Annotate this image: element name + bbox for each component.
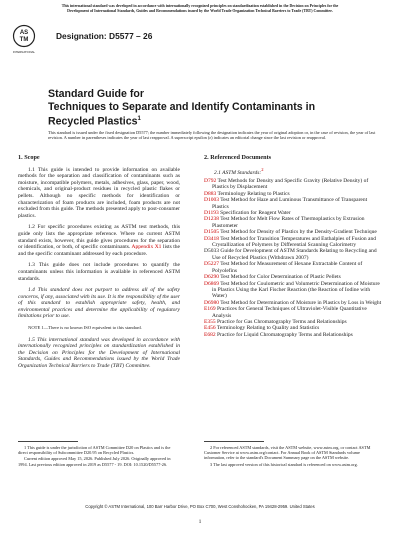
scope-para-1-4: 1.4 This standard does not purport to address all of the safety concerns, if any, associated with its use. It is the responsibility of the user of this standard to establish appropriate safety, health, and environmental practices and determine the applicability of regulatory limitations prior to use. (18, 287, 180, 320)
footnote: Current edition approved May 15, 2026. Published July 2026. Originally approved in 1994. Last previous edition approved in 2019 as D5577 - 19. DOI: 10.1520/D5577-26. (18, 456, 171, 467)
reference-code-link[interactable]: D6980 (204, 299, 219, 306)
scope-para-1-2-text-b: lists the and the specific contaminant addressed by each procedure. (18, 244, 180, 257)
reference-code-link: D5033 (204, 248, 219, 255)
title-line-1: Standard Guide for (48, 88, 144, 100)
footnotes-left (18, 445, 180, 468)
reference-code-link[interactable]: D6290 (204, 274, 219, 281)
reference-title: Test Method for Transition Temperatures and Enthalpies of Fusion and Crystallization of Polymers by Differential Scanning Calorimetry (212, 235, 376, 249)
reference-title: Practice for Liquid Chromatography Terms and Relationships (217, 331, 353, 338)
reference-title: Test Methods for Density and Specific Gravity (Relative Density) of Plastics by Displacement (212, 178, 369, 191)
reference-code-link[interactable]: D5227 (204, 261, 219, 268)
footnote-divider-right (204, 441, 264, 442)
title-line-3-text: Recycled Plastics (48, 115, 138, 128)
reference-title: Test Method for Coulometric and Volumetric Determination of Moisture in Plastics Using the Karl Fischer Reaction (the Reaction of Iodine with Water) (212, 280, 380, 300)
reference-title: Terminology Relating to Quality and Statistics (216, 325, 320, 332)
reference-item (204, 236, 382, 249)
document-title (48, 88, 378, 128)
reference-code-link[interactable]: E169 (204, 306, 216, 313)
footnote: 2 For referenced ASTM standards, visit the ASTM website, www.astm.org, or contact ASTM Customer Service at www.astm.org/contact. For Annual Book of ASTM Standards volume information, refer to the standard's Document Summary page on the ASTM website. (204, 445, 371, 461)
title-line-2: Techniques to Separate and Identify Contaminants in (48, 100, 316, 113)
copyright-line: Copyright © ASTM International, 100 Barr Harbor Drive, PO Box C700, West Conshohocken, PA 19428-2959. United States (85, 504, 315, 509)
reference-item (204, 332, 382, 338)
footnote: 1 This guide is under the jurisdiction of ASTM Committee D20 on Plastics and is the direct responsibility of Subcommittee D20.95 on Recycled Plastics. (18, 445, 171, 456)
reference-item (204, 178, 382, 191)
reference-code-link[interactable]: D1505 (204, 229, 219, 236)
reference-title: Test Method for Determination of Moisture in Plastics by Loss in Weight (220, 299, 382, 306)
reference-title: Test Method for Color Determination of Plastic Pellets (220, 274, 341, 281)
reference-item (204, 281, 382, 300)
astm-standards-subheading (214, 167, 382, 176)
reference-title: Specification for Reagent Water (220, 210, 291, 217)
reference-code-link[interactable]: D1193 (204, 210, 219, 217)
right-column (204, 153, 382, 338)
scope-para-1-2 (18, 224, 180, 257)
title-footnote-mark: 1 (137, 116, 141, 123)
reference-title: Test Method for Density of Plastics by the Density-Gradient Technique (220, 229, 377, 236)
referenced-documents-heading: 2. Referenced Documents (204, 154, 272, 161)
svg-text:TM: TM (19, 37, 29, 43)
reference-code-link[interactable]: D883 (204, 190, 217, 197)
scope-para-1-2-text-a: 1.2 For specific procedures existing as ASTM test methods, this guide only lists the appropriate reference. Where no current ASTM standard exists, however, this guide gives procedures for the separation or identification, or both, of specific contaminants. (18, 224, 180, 251)
scope-heading: 1. Scope (18, 154, 40, 161)
reference-code-link[interactable]: D1003 (204, 197, 219, 204)
footnotes-right (204, 445, 382, 468)
left-column (18, 153, 180, 375)
svg-text:INTERNATIONAL: INTERNATIONAL (12, 50, 36, 54)
astm-logo (12, 24, 36, 58)
note-1: NOTE 1—There is no known ISO equivalent to this standard. (28, 325, 142, 331)
astm-standards-label: 2.1 ASTM Standards: (214, 169, 262, 176)
appendix-x1-link[interactable]: Appendix X1 (131, 244, 162, 251)
reference-code-link[interactable]: D792 (204, 178, 217, 185)
footnote-divider-left (18, 441, 78, 442)
scope-para-1-3: 1.3 This guide does not include procedures to quantify the contaminants unless this information is available in referenced ASTM standards. (18, 262, 180, 282)
reference-item (204, 261, 382, 274)
designation: Designation: D5577 – 26 (56, 31, 153, 41)
reference-item (204, 248, 382, 261)
reference-list (204, 178, 382, 338)
reference-title: Practice for Gas Chromatography Terms and Relationships (217, 318, 347, 325)
reference-title: Practices for General Techniques of Ultraviolet-Visible Quantitative Analysis (212, 306, 367, 319)
reference-title: Test Method for Measurement of Hexane Extractable Content of Polyolefins (212, 261, 363, 274)
page-number: 1 (198, 519, 202, 525)
reference-code-link[interactable]: E456 (204, 325, 216, 332)
reference-title: Terminology Relating to Plastics (217, 190, 290, 197)
standard-notice: This standard is issued under the fixed designation D5577; the number immediately following the designation indicates the year of original adoption or, in the case of revision, the year of last revision. A number in parentheses indicates the year of last reapproval. A superscript epsilon (ε) indicates an editorial change since the last revision or reapproval. (48, 130, 376, 141)
reference-item (204, 306, 382, 319)
astm-standards-footnote-mark[interactable]: 2 (261, 166, 264, 172)
reference-code-link[interactable]: D6869 (204, 280, 219, 287)
reference-code-link[interactable]: D1238 (204, 216, 219, 223)
reference-code-link[interactable]: E682 (204, 331, 216, 338)
reference-item (204, 197, 382, 210)
reference-code-link[interactable]: D3418 (204, 235, 219, 242)
reference-title: Guide for Development of ASTM Standards Relating to Recycling and Use of Recycled Plastics (Withdrawn 2007) (212, 248, 377, 261)
wto-notice: This international standard was developed in accordance with internationally recognized principles on standardization established in the Decision on Principles for the Development of International Standards, Guides and Recommendations issued by the World Trade Organization Technical Barriers to Trade (TBT) Committee. (61, 4, 339, 13)
reference-item (204, 216, 382, 229)
scope-para-1-5: 1.5 This international standard was developed in accordance with internationally recognized principles on standardization established in the Decision on Principles for the Development of International Standards, Guides and Recommendations issued by the World Trade Organization Technical Barriers to Trade (TBT) Committee. (18, 336, 180, 370)
reference-title: Test Method for Haze and Luminous Transmittance of Transparent Plastics (212, 197, 368, 210)
svg-text:AS: AS (19, 30, 29, 36)
reference-title: Test Method for Melt Flow Rates of Thermoplastics by Extrusion Plastometer (212, 216, 365, 229)
reference-code-link[interactable]: E355 (204, 318, 216, 325)
footnote: 3 The last approved version of this historical standard is referenced on www.astm.org. (210, 461, 358, 467)
scope-para-1-1: 1.1 This guide is intended to provide information on available methods for the separation and classification of contaminants such as moisture, incompatible polymers, metals, adhesives, glass, paper, wood, chemicals, and original-product residues in recycled plastic flakes or pellets. Although no specific methods for identification or characterization of foam products are included, foam products are not excluded from this guide. The methods presented apply to post-consumer plastics. (18, 166, 180, 219)
title-line-3 (48, 113, 378, 128)
